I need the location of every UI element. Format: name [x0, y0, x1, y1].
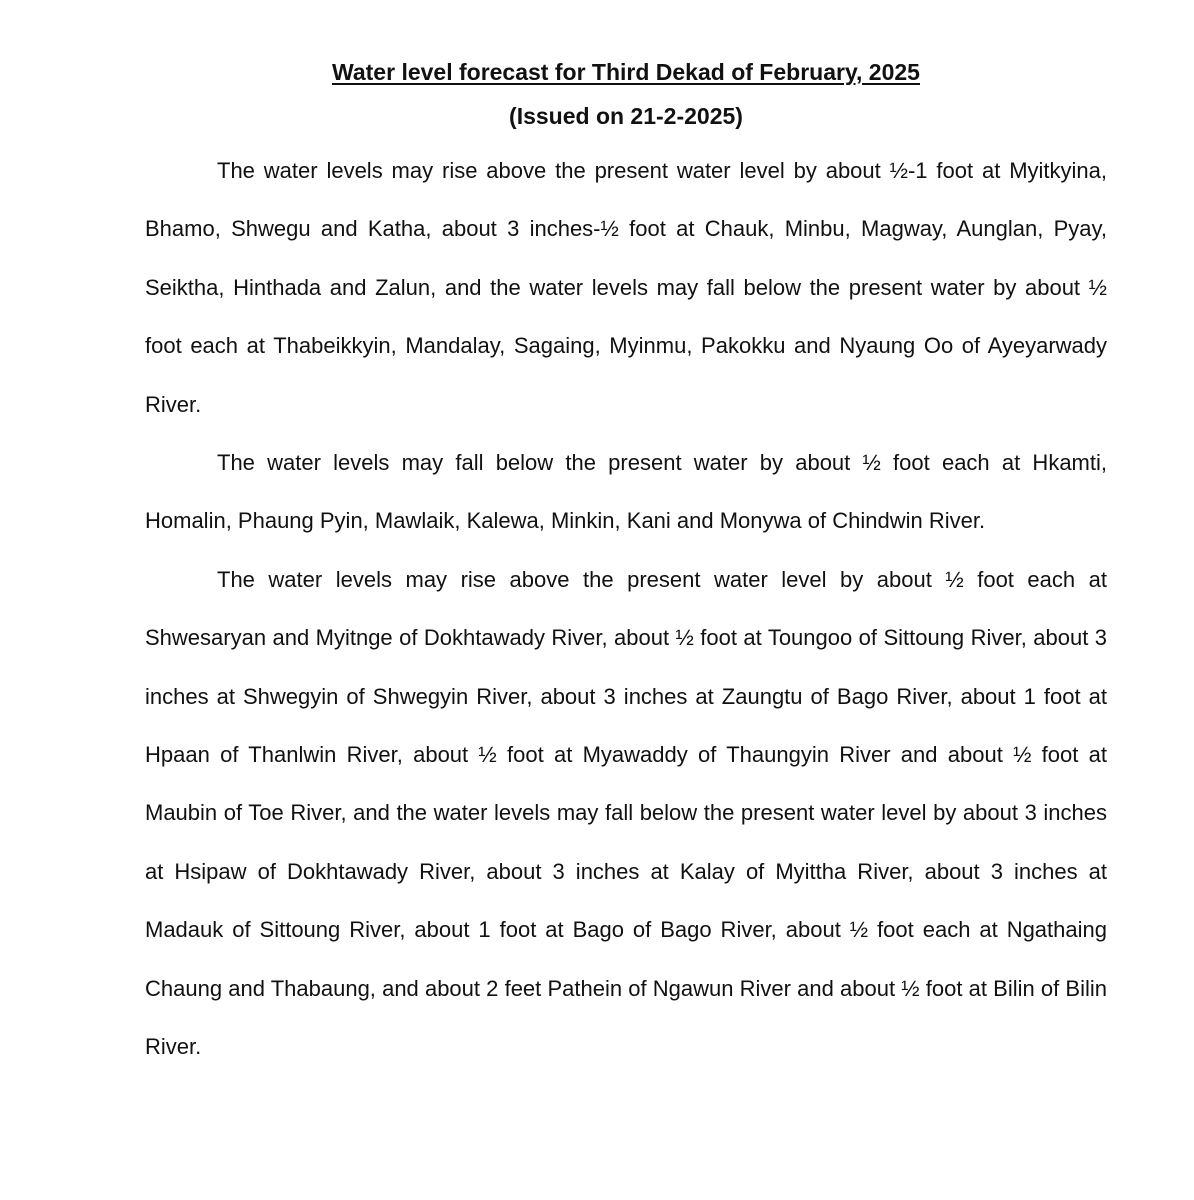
- paragraph-chindwin: The water levels may fall below the present water by about ½ foot each at Hkamti, Homalin, Phaung Pyin, Mawlaik, Kalewa, Minkin, Kani and Monywa of Chindwin River.: [145, 450, 1107, 534]
- document-title: Water level forecast for Third Dekad of February, 2025: [332, 59, 920, 85]
- paragraph-other-rivers: The water levels may rise above the present water level by about ½ foot each at Shwesaryan and Myitnge of Dokhtawady River, about ½ foot at Toungoo of Sittoung River, about 3 inches at Shwegyin of Shwegyin River, about 3 inches at Zaungtu of Bago River, about 1 foot at Hpaan of Thanlwin River, about ½ foot at Myawaddy of Thaungyin River and about ½ foot at Maubin of Toe River, and the water levels may fall below the present water level by about 3 inches at Hsipaw of Dokhtawady River, about 3 inches at Kalay of Myittha River, about 3 inches at Madauk of Sittoung River, about 1 foot at Bago of Bago River, about ½ foot each at Ngathaing Chaung and Thabaung, and about 2 feet Pathein of Ngawun River and about ½ foot at Bilin of Bilin River.: [145, 566, 1107, 1060]
- document-page: [145, 52, 1107, 1077]
- paragraph-ayeyarwady: The water levels may rise above the present water level by about ½-1 foot at Myitkyina, Bhamo, Shwegu and Katha, about 3 inches-½ foot at Chauk, Minbu, Magway, Aunglan, Pyay, Seiktha, Hinthada and Zalun, and the water levels may fall below the present water by about ½ foot each at Thabeikkyin, Mandalay, Sagaing, Myinmu, Pakokku and Nyaung Oo of Ayeyarwady River.: [145, 158, 1107, 417]
- issued-date: (Issued on 21-2-2025): [509, 103, 743, 129]
